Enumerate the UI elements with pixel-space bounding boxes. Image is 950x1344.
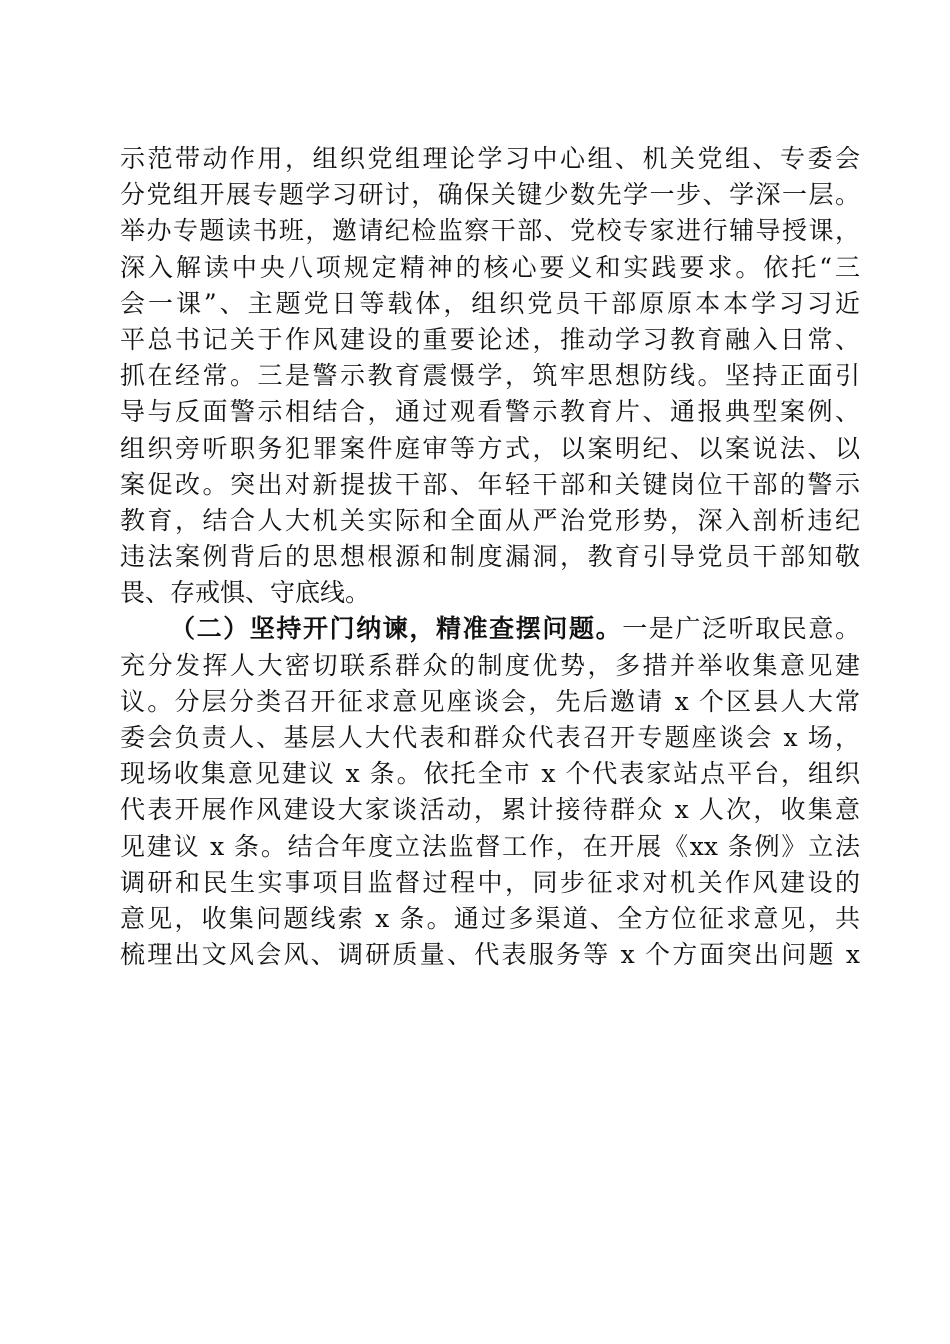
text-line: 违法案例背后的思想根源和制度漏洞，教育引导党员干部知敬 bbox=[120, 542, 860, 572]
text-line: 组织旁听职务犯罪案件庭审等方式，以案明纪、以案说法、以 bbox=[120, 433, 860, 463]
text-line: 见建议 x 条。结合年度立法监督工作，在开展《xx 条例》立法 bbox=[120, 831, 860, 861]
text-line: 意见，收集问题线索 x 条。通过多渠道、全方位征求意见，共 bbox=[120, 903, 860, 933]
text-line: 梳理出文风会风、调研质量、代表服务等 x 个方面突出问题 x bbox=[120, 940, 860, 970]
text-line: 调研和民生实事项目监督过程中，同步征求对机关作风建设的 bbox=[120, 867, 860, 897]
text-line: 导与反面警示相结合，通过观看警示教育片、通报典型案例、 bbox=[120, 397, 860, 427]
text-line: 代表开展作风建设大家谈活动，累计接待群众 x 人次，收集意 bbox=[120, 795, 860, 825]
section-heading: （二）坚持开门纳谏，精准查摆问题。 bbox=[170, 614, 623, 644]
paragraph-study bbox=[120, 141, 860, 611]
text-line: 平总书记关于作风建设的重要论述，推动学习教育融入日常、 bbox=[120, 324, 860, 354]
text-line: 充分发挥人大密切联系群众的制度优势，多措并举收集意见建 bbox=[120, 650, 860, 680]
text-line: 案促改。突出对新提拔干部、年轻干部和关键岗位干部的警示 bbox=[120, 469, 860, 499]
text-line: 畏、存戒惧、守底线。 bbox=[120, 578, 371, 608]
text-run: 一是广泛听取民意。 bbox=[622, 614, 860, 644]
text-line: 举办专题读书班，邀请纪检监察干部、党校专家进行辅导授课， bbox=[120, 216, 860, 246]
paragraph-open-door bbox=[120, 611, 860, 973]
text-line: 会一课”、主题党日等载体，组织党员干部原原本本学习习近 bbox=[120, 288, 860, 318]
text-line: 现场收集意见建议 x 条。依托全市 x 个代表家站点平台，组织 bbox=[120, 759, 860, 789]
paragraph-first-line bbox=[120, 611, 860, 647]
text-line: 委会负责人、基层人大代表和群众代表召开专题座谈会 x 场， bbox=[120, 723, 860, 752]
text-line: 分党组开展专题学习研讨，确保关键少数先学一步、学深一层。 bbox=[120, 180, 860, 210]
text-line: 示范带动作用，组织党组理论学习中心组、机关党组、专委会 bbox=[120, 144, 860, 173]
text-line: 抓在经常。三是警示教育震慑学，筑牢思想防线。坚持正面引 bbox=[120, 361, 860, 391]
text-line: 议。分层分类召开征求意见座谈会，先后邀请 x 个区县人大常 bbox=[120, 686, 860, 716]
text-line: 深入解读中央八项规定精神的核心要义和实践要求。依托“三 bbox=[120, 252, 860, 282]
text-line: 教育，结合人大机关实际和全面从严治党形势，深入剖析违纪 bbox=[120, 505, 860, 535]
body-text bbox=[120, 141, 860, 973]
